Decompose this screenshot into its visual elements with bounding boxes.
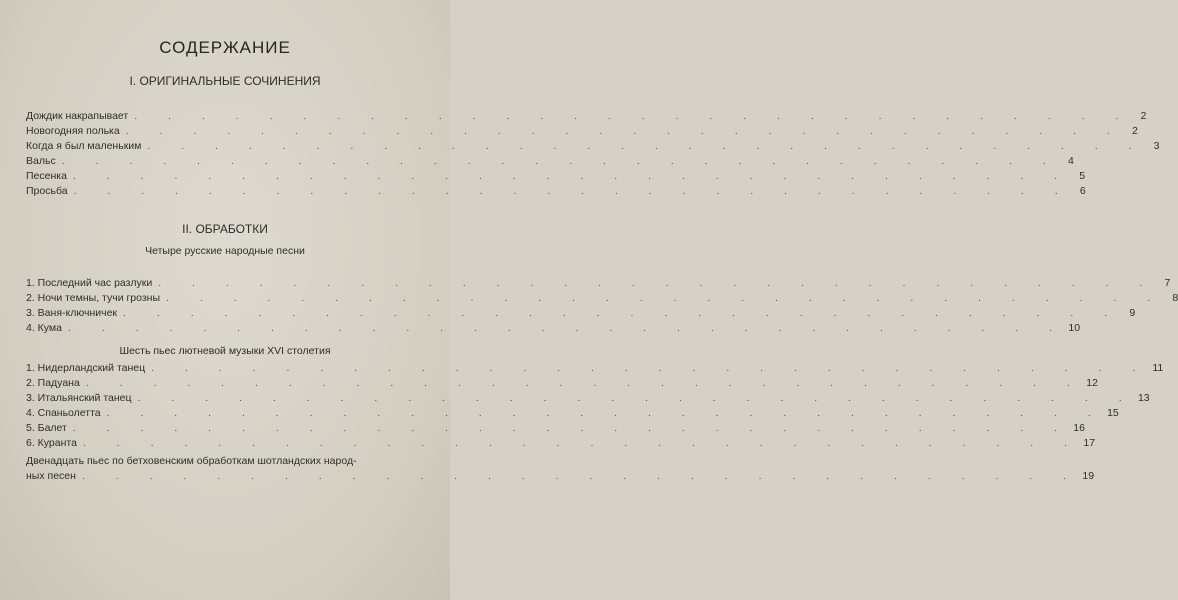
group-heading-russian-songs: Четыре русские народные песни xyxy=(145,245,305,257)
toc-entry-label: ных песен xyxy=(26,470,76,482)
toc-entry-label: Дождик накрапывает xyxy=(26,110,129,122)
toc-entry-page: 13 xyxy=(1137,392,1150,404)
toc-entry[interactable] xyxy=(26,125,1138,140)
toc-entry[interactable] xyxy=(26,362,1164,377)
toc-entry-label: 6. Куранта xyxy=(26,437,77,449)
toc-entry-page: 2 xyxy=(1140,110,1147,122)
page-title: СОДЕРЖАНИЕ xyxy=(159,38,291,57)
toc-entry-label: 1. Нидерландский танец xyxy=(26,362,146,374)
leader-dots: . . . . . . . . . . . . . . . . . . . . . . . . . . . . . . xyxy=(82,437,1082,449)
section-heading-original: I. ОРИГИНАЛЬНЫЕ СОЧИНЕНИЯ xyxy=(129,74,321,88)
toc-entry-page: 16 xyxy=(1073,422,1085,434)
toc-entry-label: 4. Кума xyxy=(26,322,62,334)
leader-dots: . . . . . . . . . . . . . . . . . . . . . . . . . . . . . . xyxy=(158,277,1157,289)
group-heading-lute-music: Шесть пьес лютневой музыки XVI столетия xyxy=(119,345,331,357)
toc-entry[interactable] xyxy=(26,422,1085,437)
toc-entry-page: 2 xyxy=(1131,125,1138,137)
toc-entry[interactable] xyxy=(26,292,1178,307)
toc-entry[interactable] xyxy=(26,407,1119,422)
toc-entry-final-line1: Двенадцать пьес по бетховенским обработкам шотландских народ- xyxy=(26,455,357,467)
toc-entry[interactable] xyxy=(26,392,1150,407)
leader-dots: . . . . . . . . . . . . . . . . . . . . . . . . . . . . . . xyxy=(72,422,1071,434)
leader-dots: . . . . . . . . . . . . . . . . . . . . . . . . . . . . . . xyxy=(106,407,1105,419)
leader-dots: . . . . . . . . . . . . . . . . . . . . . . . . . . . . . . xyxy=(85,377,1084,389)
toc-entry-label: 3. Ваня-ключничек xyxy=(26,307,118,319)
leader-dots: . . . . . . . . . . . . . . . . . . . . . . . . . . . . . . xyxy=(73,185,1072,197)
toc-entry-page: 6 xyxy=(1079,185,1086,197)
toc-entry-page: 7 xyxy=(1164,277,1171,289)
leader-dots: . . . . . . . . . . . . . . . . . . . . . . . . . . . . . . xyxy=(72,170,1072,182)
toc-entry[interactable] xyxy=(26,110,1147,125)
toc-entry-page: 10 xyxy=(1068,322,1081,334)
toc-entry-label: 4. Спаньолетта xyxy=(26,407,101,419)
leader-dots: . . . . . . . . . . . . . . . . . . . . . . . . . . . . . . xyxy=(123,307,1122,319)
toc-entry[interactable] xyxy=(26,470,1095,485)
toc-entry-page: 4 xyxy=(1067,155,1074,167)
leader-dots: . . . . . . . . . . . . . . . . . . . . . . . . . . . . . . xyxy=(125,125,1124,137)
toc-entry[interactable] xyxy=(26,140,1160,155)
leader-dots: . . . . . . . . . . . . . . . . . . . . . . . . . . . . . . xyxy=(61,155,1060,167)
toc-entry-page: 8 xyxy=(1172,292,1178,304)
leader-dots: . . . . . . . . . . . . . . . . . . . . . . . . . . . . . . xyxy=(81,470,1081,482)
toc-entry-label: 3. Итальянский танец xyxy=(26,392,132,404)
leader-dots: . . . . . . . . . . . . . . . . . . . . . . . . . . . . . . xyxy=(134,110,1133,122)
toc-entry-page: 17 xyxy=(1083,437,1096,449)
toc-entry[interactable] xyxy=(26,437,1096,452)
toc-entry-page: 9 xyxy=(1129,307,1136,319)
toc-entry-label: Просьба xyxy=(26,185,68,197)
toc-entry-label: Вальс xyxy=(26,155,56,167)
toc-entry[interactable] xyxy=(26,170,1086,185)
leader-dots: . . . . . . . . . . . . . . . . . . . . . . . . . . . . . . xyxy=(67,322,1067,334)
leader-dots: . . . . . . . . . . . . . . . . . . . . . . . . . . . . . . xyxy=(151,362,1150,374)
toc-entry-label: 5. Балет xyxy=(26,422,67,434)
section-heading-arrangements: II. ОБРАБОТКИ xyxy=(182,222,268,236)
toc-entry-page: 19 xyxy=(1082,470,1095,482)
toc-entry-label: Когда я был маленьким xyxy=(26,140,142,152)
toc-entry[interactable] xyxy=(26,307,1136,322)
leader-dots: . . . . . . . . . . . . . . . . . . . . . . . . . . . . . . xyxy=(137,392,1136,404)
toc-entry-page: 15 xyxy=(1107,407,1119,419)
toc-entry-page: 12 xyxy=(1086,377,1098,389)
leader-dots: . . . . . . . . . . . . . . . . . . . . . . . . . . . . . . xyxy=(166,292,1165,304)
toc-entry[interactable] xyxy=(26,155,1074,170)
toc-entry[interactable] xyxy=(26,277,1171,292)
leader-dots: . . . . . . . . . . . . . . . . . . . . . . . . . . . . . . xyxy=(147,140,1146,152)
toc-entry[interactable] xyxy=(26,322,1081,337)
toc-entry-label: 2. Ночи темны, тучи грозны xyxy=(26,292,161,304)
toc-entry-label: 1. Последний час разлуки xyxy=(26,277,153,289)
toc-entry[interactable] xyxy=(26,185,1086,200)
toc-entry-page: 5 xyxy=(1079,170,1086,182)
toc-entry[interactable] xyxy=(26,377,1098,392)
toc-entry-label: 2. Падуана xyxy=(26,377,80,389)
toc-entry-label: Новогодняя полька xyxy=(26,125,120,137)
toc-entry-page: 11 xyxy=(1152,362,1164,374)
toc-entry-page: 3 xyxy=(1153,140,1160,152)
toc-entry-label: Песенка xyxy=(26,170,67,182)
